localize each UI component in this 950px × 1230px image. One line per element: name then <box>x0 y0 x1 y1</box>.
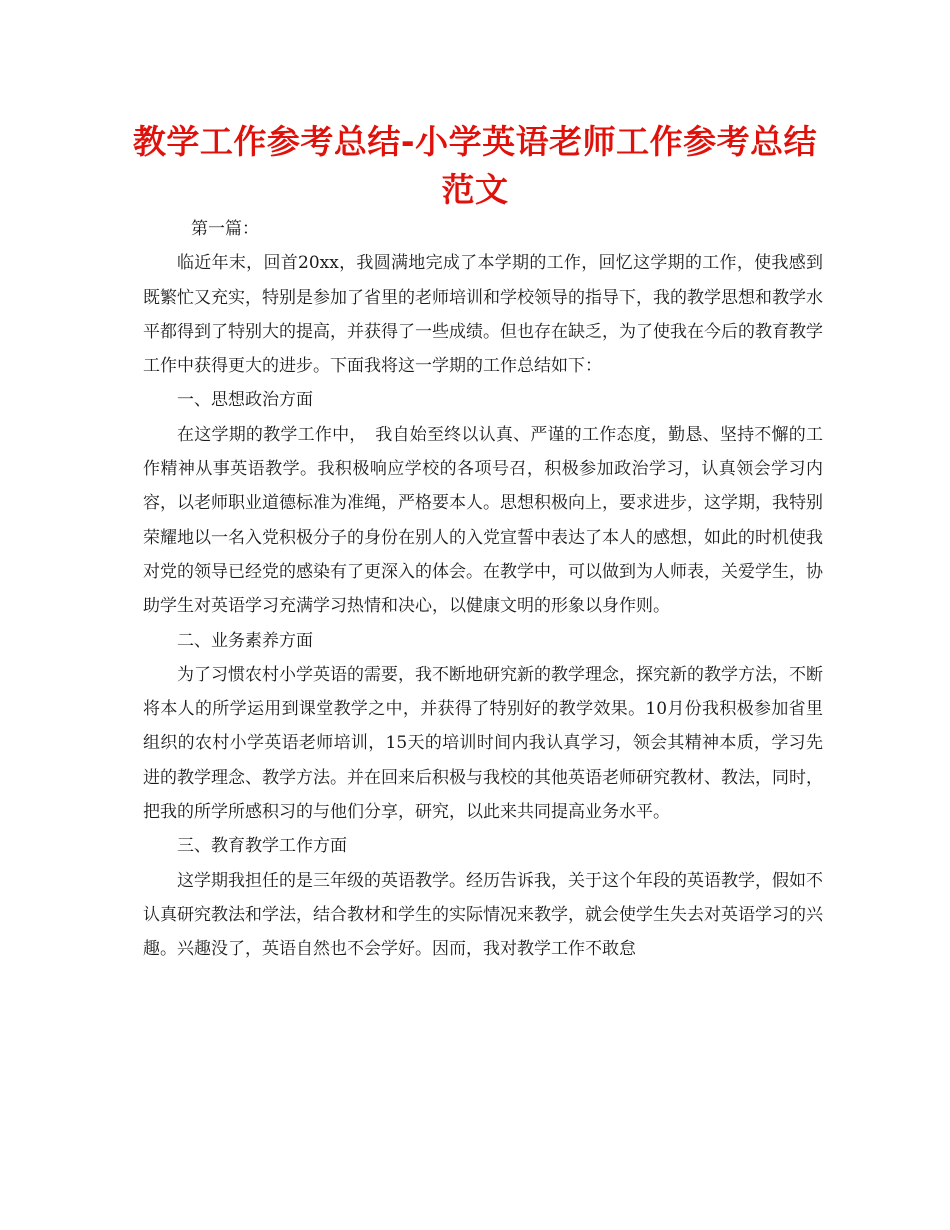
paragraph-politics: 在这学期的教学工作中， 我自始至终以认真、严谨的工作态度，勤恳、坚持不懈的工作精神从事英语教学。我积极响应学校的各项号召，积极参加政治学习，认真领会学习内容，以老师职业道德标准为准绳，严格要本人。思想积极向上，要求进步，这学期，我特别荣耀地以一名入党积极分子的身份在别人的入党宣誓中表达了本人的感想，如此的时机使我对党的领导已经党的感染有了更深入的体会。在教学中，可以做到为人师表，关爱学生，协助学生对英语学习充满学习热情和决心，以健康文明的形象以身作则。 <box>143 424 823 617</box>
paragraph-intro: 临近年末，回首20xx，我圆满地完成了本学期的工作，回忆这学期的工作，使我感到既繁忙又充实，特别是参加了省里的老师培训和学校领导的指导下，我的教学思想和教学水平都得到了特别大的提高，并获得了一些成绩。但也存在缺乏，为了使我在今后的教育教学工作中获得更大的进步。下面我将这一学期的工作总结如下： <box>143 253 823 377</box>
paragraph-teaching: 这学期我担任的是三年级的英语教学。经历告诉我，关于这个年段的英语教学，假如不认真研究教法和学法，结合教材和学生的实际情况来教学，就会使学生失去对英语学习的兴趣。兴趣没了，英语自然也不会学好。因而，我对教学工作不敢怠 <box>143 870 823 960</box>
document-title: 教学工作参考总结-小学英语老师工作参考总结范文 <box>132 122 818 209</box>
section-heading-politics: 一、思想政治方面 <box>177 390 313 411</box>
document-body <box>143 212 823 967</box>
section-heading-teaching: 三、教育教学工作方面 <box>177 836 347 857</box>
paragraph-professional: 为了习惯农村小学英语的需要，我不断地研究新的教学理念，探究新的教学方法，不断将本人的所学运用到课堂教学之中，并获得了特别好的教学效果。10月份我积极参加省里组织的农村小学英语老师培训，15天的培训时间内我认真学习，领会其精神本质，学习先进的教学理念、教学方法。并在回来后积极与我校的其他英语老师研究教材、教法，同时，把我的所学所感积习的与他们分享，研究，以此来共同提高业务水平。 <box>143 664 823 823</box>
section-heading-professional: 二、业务素养方面 <box>177 630 313 651</box>
section-label-first: 第一篇： <box>191 219 259 239</box>
